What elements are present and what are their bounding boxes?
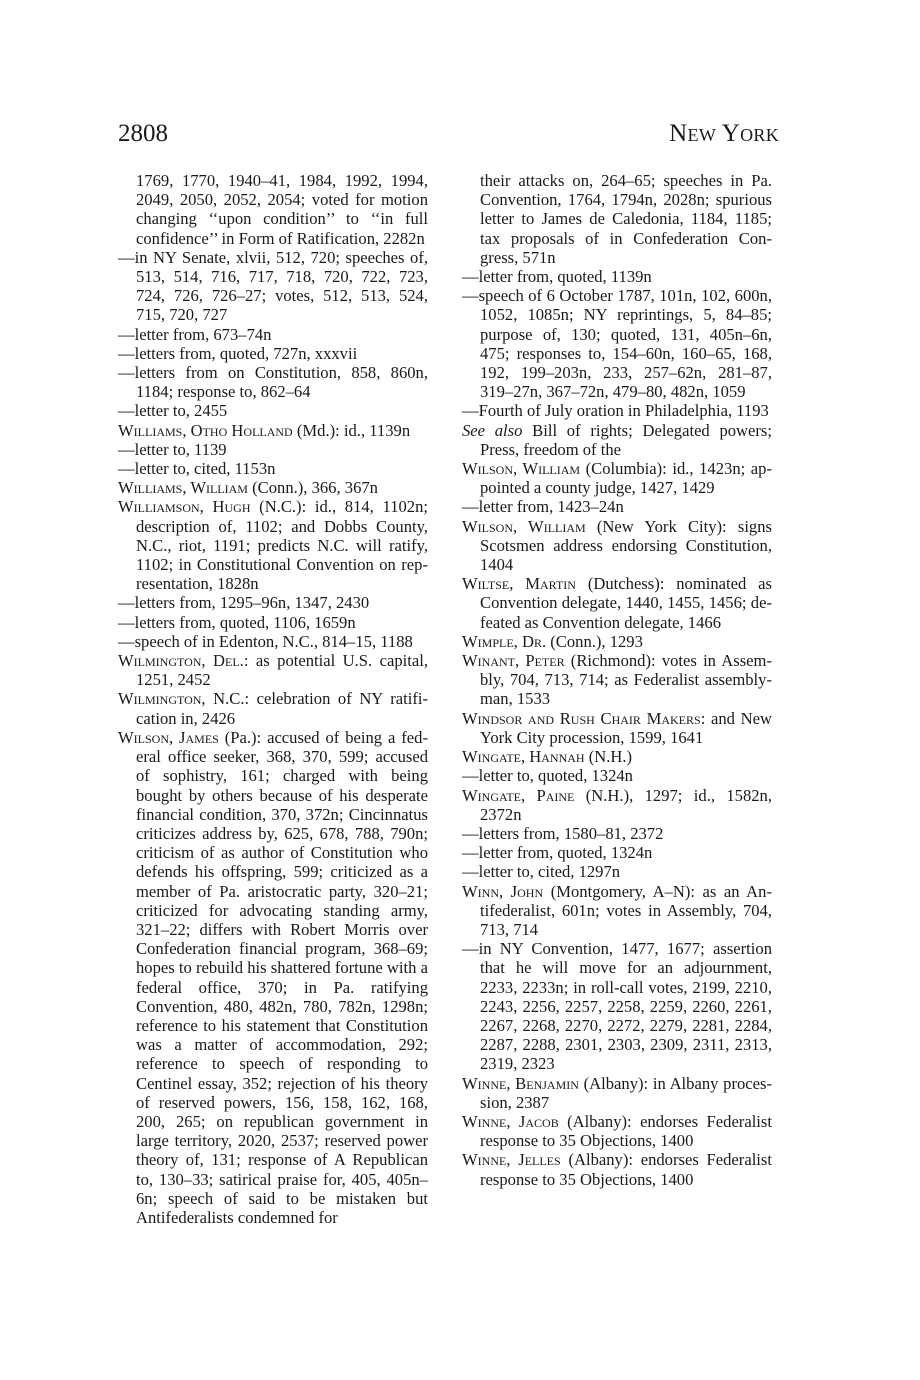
index-cross-reference bbox=[462, 421, 772, 459]
index-entry-text: (Albany): endorses Federalist response to 35 Objections, 1400 bbox=[480, 1150, 772, 1189]
index-column-left bbox=[118, 171, 428, 1227]
index-entry-heading: Winne, Jacob bbox=[462, 1111, 559, 1131]
index-entry-text: —letter from, 1423–24n bbox=[462, 497, 624, 517]
index-entry-text: 1769, 1770, 1940–41, 1984, 1992, 1994, 2049, 2050, 2052, 2054; voted for motion changing ‘‘upon condition’’ to ‘‘in full confidence’’ in Form of Ratification, 2282n bbox=[136, 171, 428, 248]
index-entry bbox=[462, 709, 772, 747]
index-entry-text: —letter to, 1139 bbox=[118, 439, 227, 459]
index-entry-text: —letter to, 2455 bbox=[118, 401, 228, 421]
index-entry-text: —letters from, quoted, 727n, xxxvii bbox=[118, 343, 358, 363]
index-entry-heading: Wilson, James bbox=[118, 727, 219, 747]
index-entry bbox=[118, 651, 428, 689]
index-entry-heading: Winne, Jelles bbox=[462, 1150, 561, 1170]
index-entry-text: —letter to, cited, 1297n bbox=[462, 862, 621, 882]
index-entry bbox=[462, 747, 772, 766]
index-entry-text: (Albany): endorses Federalist response to 35 Objections, 1400 bbox=[480, 1111, 772, 1151]
index-subentry bbox=[118, 325, 428, 344]
index-entry-heading: Winne, Benjamin bbox=[462, 1073, 579, 1093]
index-entry-heading: Winn, John bbox=[462, 881, 544, 901]
index-entry-heading: Windsor and Rush Chair Makers bbox=[462, 708, 701, 728]
index-entry bbox=[118, 497, 428, 593]
index-entry bbox=[462, 1112, 772, 1150]
index-entry bbox=[462, 786, 772, 824]
index-entry-heading: Wimple, Dr. bbox=[462, 631, 547, 651]
index-entry-heading: Williams, William bbox=[118, 478, 248, 498]
index-subentry bbox=[462, 497, 772, 516]
index-entry-heading: Wingate, Paine bbox=[462, 785, 575, 805]
index-entry-text: (Montgomery, A–N): as an Antifederalist, 601n; votes in Assembly, 704, 713, 714 bbox=[480, 881, 772, 939]
index-entry bbox=[462, 1150, 772, 1188]
index-entry-text: (Conn.), 366, 367n bbox=[247, 478, 378, 498]
index-subentry bbox=[462, 843, 772, 862]
index-entry-text: (Conn.), 1293 bbox=[546, 631, 643, 651]
index-entry-continuation bbox=[118, 171, 428, 248]
index-entry-text: —letter to, quoted, 1324n bbox=[462, 766, 633, 786]
index-entry bbox=[462, 1074, 772, 1112]
index-entry bbox=[462, 882, 772, 940]
index-entry bbox=[118, 421, 428, 440]
index-entry-heading: Wilson, William bbox=[462, 516, 586, 536]
index-subentry bbox=[118, 248, 428, 325]
index-entry-text: —in NY Senate, xlvii, 512, 720; speeches of, 513, 514, 716, 717, 718, 720, 722, 723, 724, 726, 726–27; votes, 512, 513, 524, 715, 720, 727 bbox=[118, 247, 428, 325]
index-subentry bbox=[118, 401, 428, 420]
index-subentry bbox=[118, 440, 428, 459]
index-entry-heading: Wingate, Hannah bbox=[462, 747, 585, 767]
index-entry-text: —letter from, 673–74n bbox=[118, 324, 272, 344]
index-entry-text: —letters from, 1295–96n, 1347, 2430 bbox=[118, 593, 370, 613]
index-entry-text: (Dutchess): nominated as Convention delegate, 1440, 1455, 1456; defeated as Convention delegate, 1466 bbox=[480, 574, 773, 632]
index-entry-heading: Wilmington, N.C. bbox=[118, 689, 245, 709]
index-entry-continuation bbox=[462, 171, 772, 267]
index-entry-text: —speech of 6 October 1787, 101n, 102, 600n, 1052, 1085n; NY reprintings, 5, 84–85; purpose of, 130; quoted, 131, 405n–6n, 475; responses to, 154–60n, 160–65, 168, 192, 199–203n, 233, 257–62n, 281–87, 319–27n, 367–72n, 479–80, 482n, 1059 bbox=[462, 286, 772, 402]
index-subentry bbox=[462, 766, 772, 785]
index-entry-heading: Wiltse, Martin bbox=[462, 574, 576, 594]
index-subentry bbox=[118, 632, 428, 651]
index-entry-text: (New York City): signs Scotsmen address endorsing Constitution, 1404 bbox=[480, 516, 772, 575]
index-entry-text: (Md.): id., 1139n bbox=[292, 420, 411, 440]
index-entry-text: —letter from, quoted, 1139n bbox=[462, 267, 652, 287]
index-entry bbox=[462, 632, 772, 651]
index-subentry bbox=[462, 267, 772, 286]
index-entry bbox=[118, 689, 428, 727]
index-entry-heading: Williamson, Hugh bbox=[118, 497, 251, 517]
index-entry bbox=[462, 517, 772, 575]
index-entry-text: Bill of rights; Delegated powers; Press, freedom of the bbox=[480, 420, 772, 459]
index-entry-text: —letter from, quoted, 1324n bbox=[462, 843, 653, 863]
index-subentry bbox=[118, 344, 428, 363]
index-entry bbox=[462, 459, 772, 497]
index-entry-text: : celebration of NY ratification in, 2426 bbox=[136, 689, 429, 728]
index-subentry bbox=[118, 593, 428, 612]
index-entry-text: (Richmond): votes in Assembly, 704, 713, 714; as Federalist assemblyman, 1533 bbox=[480, 651, 772, 709]
index-entry-heading: Winant, Peter bbox=[462, 651, 565, 671]
index-entry-text: (Pa.): accused of being a federal office seeker, 368, 370, 599; accused of sophistry, 161; charged with being bought by others because of his desperate financial condition, 370, 372n; Cincinnatus criticizes address by, 625, 678, 788, 790n; criticism of as author of Constitution who defends his offspring, 599; criticized as a member of Pa. aristocratic party, 320–21; criticized for advocating standing army, 321–22; differs with Robert Morris over Confederation financial program, 368–69; hopes to rebuild his shattered fortune with a federal office, 370; in Pa. ratifying Convention, 480, 482n, 780, 782n, 1298n; reference to his statement that Constitution was a matter of accommodation, 292; reference to speech of responding to Centinel essay, 352; rejection of his theory of reserved powers, 156, 158, 162, 168, 200, 265; on republican government in large territory, 2020, 2537; reserved power theory of, 131; response of A Republican to, 130–33; satirical praise for, 405, 405n–6n; speech of said to be mistaken but Antifederalists condemned for bbox=[136, 727, 428, 1227]
index-subentry bbox=[462, 862, 772, 881]
index-entry-text: : and New York City procession, 1599, 1641 bbox=[480, 708, 773, 747]
index-entry-text: (Columbia): id., 1423n; appointed a county judge, 1427, 1429 bbox=[480, 459, 772, 498]
index-entry-text: —letter to, cited, 1153n bbox=[118, 459, 276, 479]
index-entry-text: (N.H.), 1297; id., 1582n, 2372n bbox=[480, 785, 772, 824]
index-entry-text: —in NY Convention, 1477, 1677; assertion that he will move for an adjournment, 2233, 2233n; in roll-call votes, 2199, 2210, 2243, 2256, 2257, 2258, 2259, 2260, 2261, 2267, 2268, 2270, 2272, 2279, 2281, 2284, 2287, 2288, 2301, 2303, 2309, 2311, 2313, 2319, 2323 bbox=[462, 939, 772, 1074]
index-entry-text: (Albany): in Albany procession, 2387 bbox=[480, 1073, 772, 1112]
see-also-label: See also bbox=[462, 420, 523, 440]
index-entry bbox=[462, 651, 772, 709]
index-entry-text: —Fourth of July oration in Philadelphia, 1193 bbox=[462, 401, 769, 421]
index-subentry bbox=[462, 401, 772, 420]
index-column-right bbox=[462, 171, 772, 1189]
index-subentry bbox=[118, 459, 428, 478]
index-entry-heading: Wilson, William bbox=[462, 459, 581, 479]
page-number: 2808 bbox=[118, 120, 168, 147]
index-entry-text: : as potential U.S. capital, 1251, 2452 bbox=[136, 651, 428, 690]
index-entry-text: (N.C.): id., 814, 1102n; description of, 1102; and Dobbs County, N.C., riot, 1191; predicts N.C. will ratify, 1102; in Constitutional Convention on representation, 1828n bbox=[136, 497, 428, 594]
index-entry bbox=[118, 478, 428, 497]
index-entry-text: —speech of in Edenton, N.C., 814–15, 1188 bbox=[118, 631, 413, 651]
index-entry bbox=[118, 728, 428, 1227]
index-subentry bbox=[118, 363, 428, 401]
index-subentry bbox=[462, 286, 772, 401]
index-entry-text: their attacks on, 264–65; speeches in Pa. Convention, 1764, 1794n, 2028n; spurious letter to James de Caledonia, 1184, 1185; tax proposals of in Confederation Congress, 571n bbox=[480, 171, 772, 267]
running-head: New York bbox=[669, 120, 779, 147]
index-entry-heading: Williams, Otho Holland bbox=[118, 420, 293, 440]
index-entry-text: —letters from, 1580–81, 2372 bbox=[462, 823, 664, 843]
index-entry-heading: Wilmington, Del. bbox=[118, 651, 244, 671]
index-subentry bbox=[462, 939, 772, 1073]
index-subentry bbox=[462, 824, 772, 843]
index-entry-text: —letters from, quoted, 1106, 1659n bbox=[118, 612, 356, 632]
index-entry bbox=[462, 574, 772, 632]
index-subentry bbox=[118, 613, 428, 632]
index-entry-text: —letters from on Constitution, 858, 860n, 1184; response to, 862–64 bbox=[118, 363, 428, 402]
index-entry-text: (N.H.) bbox=[584, 747, 633, 767]
